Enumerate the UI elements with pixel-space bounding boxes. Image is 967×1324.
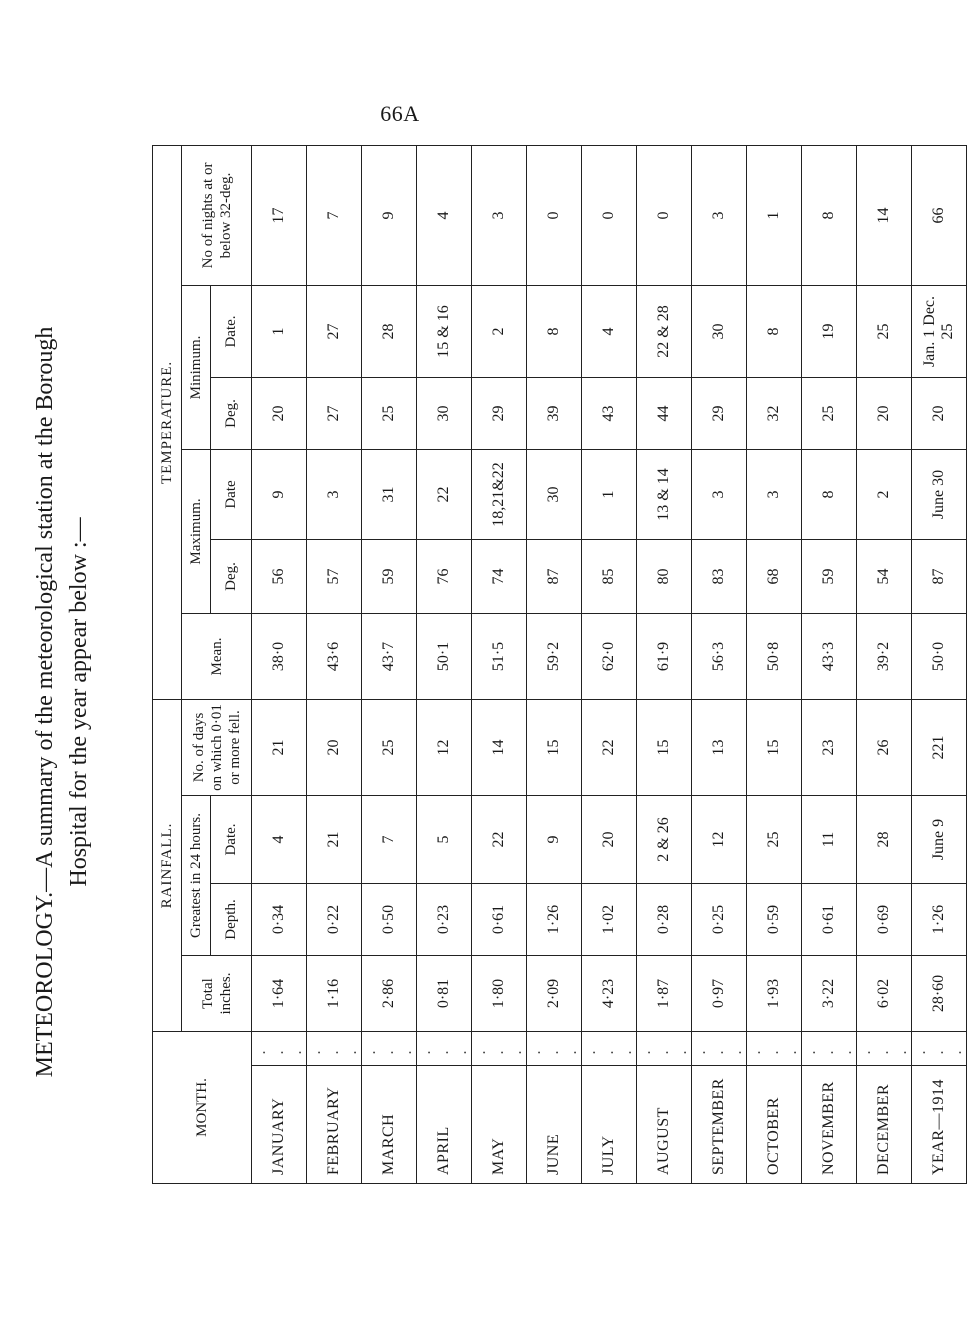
max-deg-cell: 54 bbox=[857, 540, 912, 614]
table-row bbox=[252, 145, 307, 1183]
rain-days-cell: 15 bbox=[637, 700, 692, 796]
rain-days-cell: 25 bbox=[362, 700, 417, 796]
max-deg-cell: 74 bbox=[472, 540, 527, 614]
month-cell: OCTOBER bbox=[747, 1066, 802, 1184]
rain-date-header: Date. bbox=[211, 796, 252, 884]
total-inches-cell: 0·81 bbox=[417, 956, 472, 1032]
frost-nights-cell: 0 bbox=[527, 145, 582, 285]
total-inches-cell: 1·16 bbox=[307, 956, 362, 1032]
rain-days-cell: 22 bbox=[582, 700, 637, 796]
leader-dots: . . . bbox=[527, 1032, 582, 1066]
depth-cell: 0·22 bbox=[307, 884, 362, 956]
depth-cell: 0·23 bbox=[417, 884, 472, 956]
month-cell: MARCH bbox=[362, 1066, 417, 1184]
rain-date-cell: 22 bbox=[472, 796, 527, 884]
min-date-cell: 27 bbox=[307, 286, 362, 378]
table-row bbox=[802, 145, 857, 1183]
depth-cell: 0·28 bbox=[637, 884, 692, 956]
frost-nights-cell: 3 bbox=[692, 145, 747, 285]
mean-temp-cell: 39·2 bbox=[857, 614, 912, 700]
leader-dots: . . . bbox=[857, 1032, 912, 1066]
depth-cell: 0·61 bbox=[802, 884, 857, 956]
depth-cell: 0·25 bbox=[692, 884, 747, 956]
leader-dots: . . . bbox=[252, 1032, 307, 1066]
mean-temp-cell: 43·7 bbox=[362, 614, 417, 700]
frost-nights-cell: 66 bbox=[912, 145, 967, 285]
max-date-cell: 3 bbox=[307, 450, 362, 540]
month-cell: MAY bbox=[472, 1066, 527, 1184]
mean-temp-cell: 43·3 bbox=[802, 614, 857, 700]
month-cell: JANUARY bbox=[252, 1066, 307, 1184]
max-deg-cell: 68 bbox=[747, 540, 802, 614]
table-row bbox=[637, 145, 692, 1183]
rain-date-cell: 11 bbox=[802, 796, 857, 884]
mean-temp-cell: 50·0 bbox=[912, 614, 967, 700]
depth-cell: 0·50 bbox=[362, 884, 417, 956]
leader-dots: . . . bbox=[912, 1032, 967, 1066]
max-date-cell: 31 bbox=[362, 450, 417, 540]
mean-temp-cell: 56·3 bbox=[692, 614, 747, 700]
rain-days-cell: 26 bbox=[857, 700, 912, 796]
table-row bbox=[692, 145, 747, 1183]
rain-days-cell: 23 bbox=[802, 700, 857, 796]
month-header: MONTH. bbox=[153, 1032, 252, 1184]
rain-date-cell: 5 bbox=[417, 796, 472, 884]
frost-nights-cell: 1 bbox=[747, 145, 802, 285]
mean-temp-cell: 62·0 bbox=[582, 614, 637, 700]
leader-dots: . . . bbox=[692, 1032, 747, 1066]
max-date-cell: 22 bbox=[417, 450, 472, 540]
leader-dots: . . . bbox=[307, 1032, 362, 1066]
greatest-24h-header: Greatest in 24 hours. bbox=[182, 796, 211, 956]
mean-header: Mean. bbox=[182, 614, 252, 700]
page-number: 66A bbox=[380, 101, 420, 126]
rain-days-cell: 12 bbox=[417, 700, 472, 796]
table-row bbox=[362, 145, 417, 1183]
depth-cell: 0·61 bbox=[472, 884, 527, 956]
min-date-cell: 2 bbox=[472, 286, 527, 378]
leader-dots: . . . bbox=[582, 1032, 637, 1066]
rain-date-cell: 12 bbox=[692, 796, 747, 884]
depth-cell: 1·02 bbox=[582, 884, 637, 956]
mean-temp-cell: 59·2 bbox=[527, 614, 582, 700]
temperature-header: TEMPERATURE. bbox=[153, 145, 182, 699]
min-deg-header: Deg. bbox=[211, 378, 252, 450]
max-date-cell: June 30 bbox=[912, 450, 967, 540]
rainfall-header: RAINFALL. bbox=[153, 700, 182, 1032]
table-row bbox=[857, 145, 912, 1183]
rain-date-cell: 28 bbox=[857, 796, 912, 884]
month-cell: JULY bbox=[582, 1066, 637, 1184]
rain-days-cell: 20 bbox=[307, 700, 362, 796]
table-body bbox=[252, 145, 967, 1183]
mean-temp-cell: 38·0 bbox=[252, 614, 307, 700]
frost-nights-cell: 8 bbox=[802, 145, 857, 285]
max-date-cell: 3 bbox=[747, 450, 802, 540]
rain-days-cell: 21 bbox=[252, 700, 307, 796]
total-inches-cell: 1·87 bbox=[637, 956, 692, 1032]
frost-nights-cell: 17 bbox=[252, 145, 307, 285]
month-cell: JUNE bbox=[527, 1066, 582, 1184]
max-deg-cell: 87 bbox=[912, 540, 967, 614]
rain-days-cell: 14 bbox=[472, 700, 527, 796]
rain-date-cell: 21 bbox=[307, 796, 362, 884]
min-date-cell: 22 & 28 bbox=[637, 286, 692, 378]
rain-date-cell: 4 bbox=[252, 796, 307, 884]
frost-nights-cell: 9 bbox=[362, 145, 417, 285]
table-row bbox=[582, 145, 637, 1183]
min-deg-cell: 32 bbox=[747, 378, 802, 450]
rain-date-cell: June 9 bbox=[912, 796, 967, 884]
min-deg-cell: 25 bbox=[802, 378, 857, 450]
mean-temp-cell: 43·6 bbox=[307, 614, 362, 700]
leader-dots: . . . bbox=[747, 1032, 802, 1066]
max-deg-cell: 59 bbox=[362, 540, 417, 614]
total-inches-cell: 6·02 bbox=[857, 956, 912, 1032]
min-deg-cell: 20 bbox=[912, 378, 967, 450]
min-date-header: Date. bbox=[211, 286, 252, 378]
total-inches-cell: 1·80 bbox=[472, 956, 527, 1032]
depth-cell: 1·26 bbox=[527, 884, 582, 956]
frost-nights-cell: 0 bbox=[582, 145, 637, 285]
mean-temp-cell: 50·1 bbox=[417, 614, 472, 700]
rain-days-cell: 13 bbox=[692, 700, 747, 796]
frost-nights-cell: 14 bbox=[857, 145, 912, 285]
mean-temp-cell: 50·8 bbox=[747, 614, 802, 700]
rain-date-cell: 2 & 26 bbox=[637, 796, 692, 884]
min-deg-cell: 25 bbox=[362, 378, 417, 450]
meteorology-heading bbox=[28, 140, 124, 1264]
total-inches-cell: 1·64 bbox=[252, 956, 307, 1032]
max-deg-cell: 83 bbox=[692, 540, 747, 614]
total-inches-cell: 2·09 bbox=[527, 956, 582, 1032]
max-date-cell: 9 bbox=[252, 450, 307, 540]
leader-dots: . . . bbox=[637, 1032, 692, 1066]
total-inches-cell: 1·93 bbox=[747, 956, 802, 1032]
min-date-cell: 8 bbox=[747, 286, 802, 378]
table-row bbox=[417, 145, 472, 1183]
total-inches-header: Total inches. bbox=[182, 956, 252, 1032]
max-date-cell: 2 bbox=[857, 450, 912, 540]
year-total-row bbox=[912, 145, 967, 1183]
month-cell: APRIL bbox=[417, 1066, 472, 1184]
min-deg-cell: 39 bbox=[527, 378, 582, 450]
max-deg-cell: 87 bbox=[527, 540, 582, 614]
total-inches-cell: 0·97 bbox=[692, 956, 747, 1032]
max-date-cell: 13 & 14 bbox=[637, 450, 692, 540]
maximum-header: Maximum. bbox=[182, 450, 211, 614]
frost-nights-cell: 7 bbox=[307, 145, 362, 285]
min-date-cell: 15 & 16 bbox=[417, 286, 472, 378]
min-deg-cell: 29 bbox=[692, 378, 747, 450]
min-deg-cell: 44 bbox=[637, 378, 692, 450]
rotated-table-wrapper bbox=[152, 146, 965, 1184]
min-deg-cell: 30 bbox=[417, 378, 472, 450]
min-date-cell: 30 bbox=[692, 286, 747, 378]
max-date-cell: 3 bbox=[692, 450, 747, 540]
rain-date-cell: 20 bbox=[582, 796, 637, 884]
max-date-cell: 1 bbox=[582, 450, 637, 540]
mean-temp-cell: 61·9 bbox=[637, 614, 692, 700]
table-row bbox=[472, 145, 527, 1183]
rain-days-header: No. of days on which 0·01 or more fell. bbox=[182, 700, 252, 796]
total-inches-cell: 2·86 bbox=[362, 956, 417, 1032]
total-inches-cell: 3·22 bbox=[802, 956, 857, 1032]
rain-date-cell: 9 bbox=[527, 796, 582, 884]
min-deg-cell: 27 bbox=[307, 378, 362, 450]
heading-line-2: Hospital for the year appear below :— bbox=[66, 517, 92, 887]
min-date-cell: 25 bbox=[857, 286, 912, 378]
max-deg-header: Deg. bbox=[211, 540, 252, 614]
min-deg-cell: 20 bbox=[252, 378, 307, 450]
month-cell: AUGUST bbox=[637, 1066, 692, 1184]
depth-header: Depth. bbox=[211, 884, 252, 956]
table-row bbox=[747, 145, 802, 1183]
max-deg-cell: 57 bbox=[307, 540, 362, 614]
mean-temp-cell: 51·5 bbox=[472, 614, 527, 700]
rain-days-cell: 15 bbox=[747, 700, 802, 796]
heading-line-1: METEOROLOGY.—A summary of the meteorological station at the Borough bbox=[32, 326, 58, 1078]
min-deg-cell: 20 bbox=[857, 378, 912, 450]
min-date-cell: 19 bbox=[802, 286, 857, 378]
month-cell: FEBRUARY bbox=[307, 1066, 362, 1184]
depth-cell: 0·34 bbox=[252, 884, 307, 956]
depth-cell: 0·69 bbox=[857, 884, 912, 956]
table-row bbox=[307, 145, 362, 1183]
max-date-cell: 30 bbox=[527, 450, 582, 540]
rain-date-cell: 25 bbox=[747, 796, 802, 884]
max-deg-cell: 80 bbox=[637, 540, 692, 614]
total-inches-cell: 28·60 bbox=[912, 956, 967, 1032]
min-date-cell: 1 bbox=[252, 286, 307, 378]
max-deg-cell: 76 bbox=[417, 540, 472, 614]
frost-nights-cell: 0 bbox=[637, 145, 692, 285]
leader-dots: . . . bbox=[472, 1032, 527, 1066]
rain-days-cell: 221 bbox=[912, 700, 967, 796]
max-deg-cell: 56 bbox=[252, 540, 307, 614]
max-deg-cell: 59 bbox=[802, 540, 857, 614]
month-cell: YEAR—1914 bbox=[912, 1066, 967, 1184]
leader-dots: . . . bbox=[802, 1032, 857, 1066]
leader-dots: . . . bbox=[417, 1032, 472, 1066]
leader-dots: . . . bbox=[362, 1032, 417, 1066]
min-date-cell: Jan. 1 Dec. 25 bbox=[912, 286, 967, 378]
depth-cell: 0·59 bbox=[747, 884, 802, 956]
rain-date-cell: 7 bbox=[362, 796, 417, 884]
frost-nights-cell: 4 bbox=[417, 145, 472, 285]
min-date-cell: 8 bbox=[527, 286, 582, 378]
meteorology-table bbox=[152, 145, 967, 1184]
table-row bbox=[527, 145, 582, 1183]
rain-days-cell: 15 bbox=[527, 700, 582, 796]
total-inches-cell: 4·23 bbox=[582, 956, 637, 1032]
frost-nights-header: No of nights at or below 32-deg. bbox=[182, 145, 252, 285]
min-date-cell: 28 bbox=[362, 286, 417, 378]
month-cell: DECEMBER bbox=[857, 1066, 912, 1184]
max-date-header: Date bbox=[211, 450, 252, 540]
frost-nights-cell: 3 bbox=[472, 145, 527, 285]
min-deg-cell: 29 bbox=[472, 378, 527, 450]
min-deg-cell: 43 bbox=[582, 378, 637, 450]
depth-cell: 1·26 bbox=[912, 884, 967, 956]
month-cell: SEPTEMBER bbox=[692, 1066, 747, 1184]
min-date-cell: 4 bbox=[582, 286, 637, 378]
month-cell: NOVEMBER bbox=[802, 1066, 857, 1184]
max-date-cell: 18,21&22 bbox=[472, 450, 527, 540]
minimum-header: Minimum. bbox=[182, 286, 211, 450]
max-date-cell: 8 bbox=[802, 450, 857, 540]
max-deg-cell: 85 bbox=[582, 540, 637, 614]
